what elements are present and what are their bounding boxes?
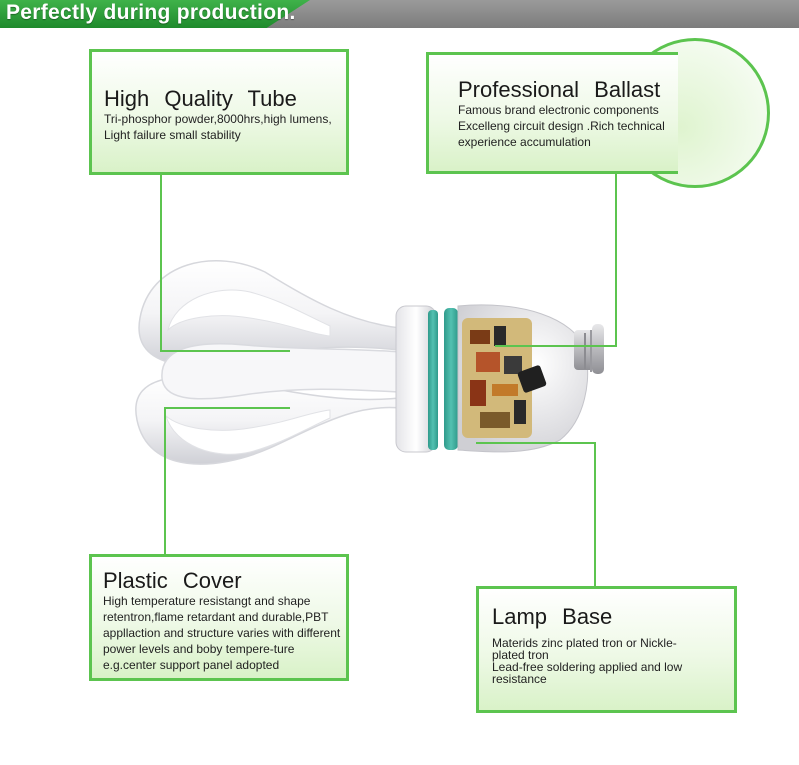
card-text-line: plated tron (492, 648, 549, 662)
card-title: Lamp Base (492, 604, 613, 629)
card-title: Professional Ballast (458, 77, 661, 102)
card-text-line: Tri-phosphor powder,8000hrs,high lumens, (104, 112, 332, 126)
card-title: High Quality Tube (104, 86, 297, 111)
teal-ring-2 (444, 308, 458, 450)
card-plastic-cover (89, 554, 349, 681)
connector-tube-horizontal (160, 350, 290, 352)
card-text-line: High temperature resistangt and shape (103, 594, 311, 608)
connector-ballast-horizontal (495, 345, 617, 347)
header-title: Perfectly during production. (6, 1, 296, 24)
connector-ballast-vertical (615, 174, 617, 346)
card-title: Plastic Cover (103, 568, 242, 593)
connector-cover-horizontal (164, 407, 290, 409)
card-text-line: resistance (492, 672, 547, 686)
card-high-quality-tube (89, 49, 349, 175)
card-text-line: Famous brand electronic components (458, 103, 659, 117)
card-professional-ballast (426, 52, 678, 174)
connector-base-vertical (594, 443, 596, 586)
card-lamp-base (476, 586, 737, 713)
card-text-line: power levels and boby tempere-ture (103, 642, 295, 656)
card-text-line: Light failure small stability (104, 128, 241, 142)
card-text-line: Materids zinc plated tron or Nickle- (492, 636, 677, 650)
screw-base (574, 324, 604, 374)
connector-tube-vertical (160, 175, 162, 351)
teal-ring-1 (428, 310, 438, 450)
card-text-line: Lead-free soldering applied and low (492, 660, 683, 674)
card-text-line: appllaction and structure varies with different (103, 626, 341, 640)
card-text-line: Excelleng circuit design .Rich technical (458, 119, 665, 133)
connector-cover-vertical (164, 408, 166, 554)
card-text-line: experience accumulation (458, 135, 591, 149)
connector-base-horizontal (476, 442, 596, 444)
card-text-line: e.g.center support panel adopted (103, 658, 280, 672)
tube-shape (136, 261, 400, 464)
card-text-line: retentron,flame retardant and durable,PBT (103, 610, 329, 624)
